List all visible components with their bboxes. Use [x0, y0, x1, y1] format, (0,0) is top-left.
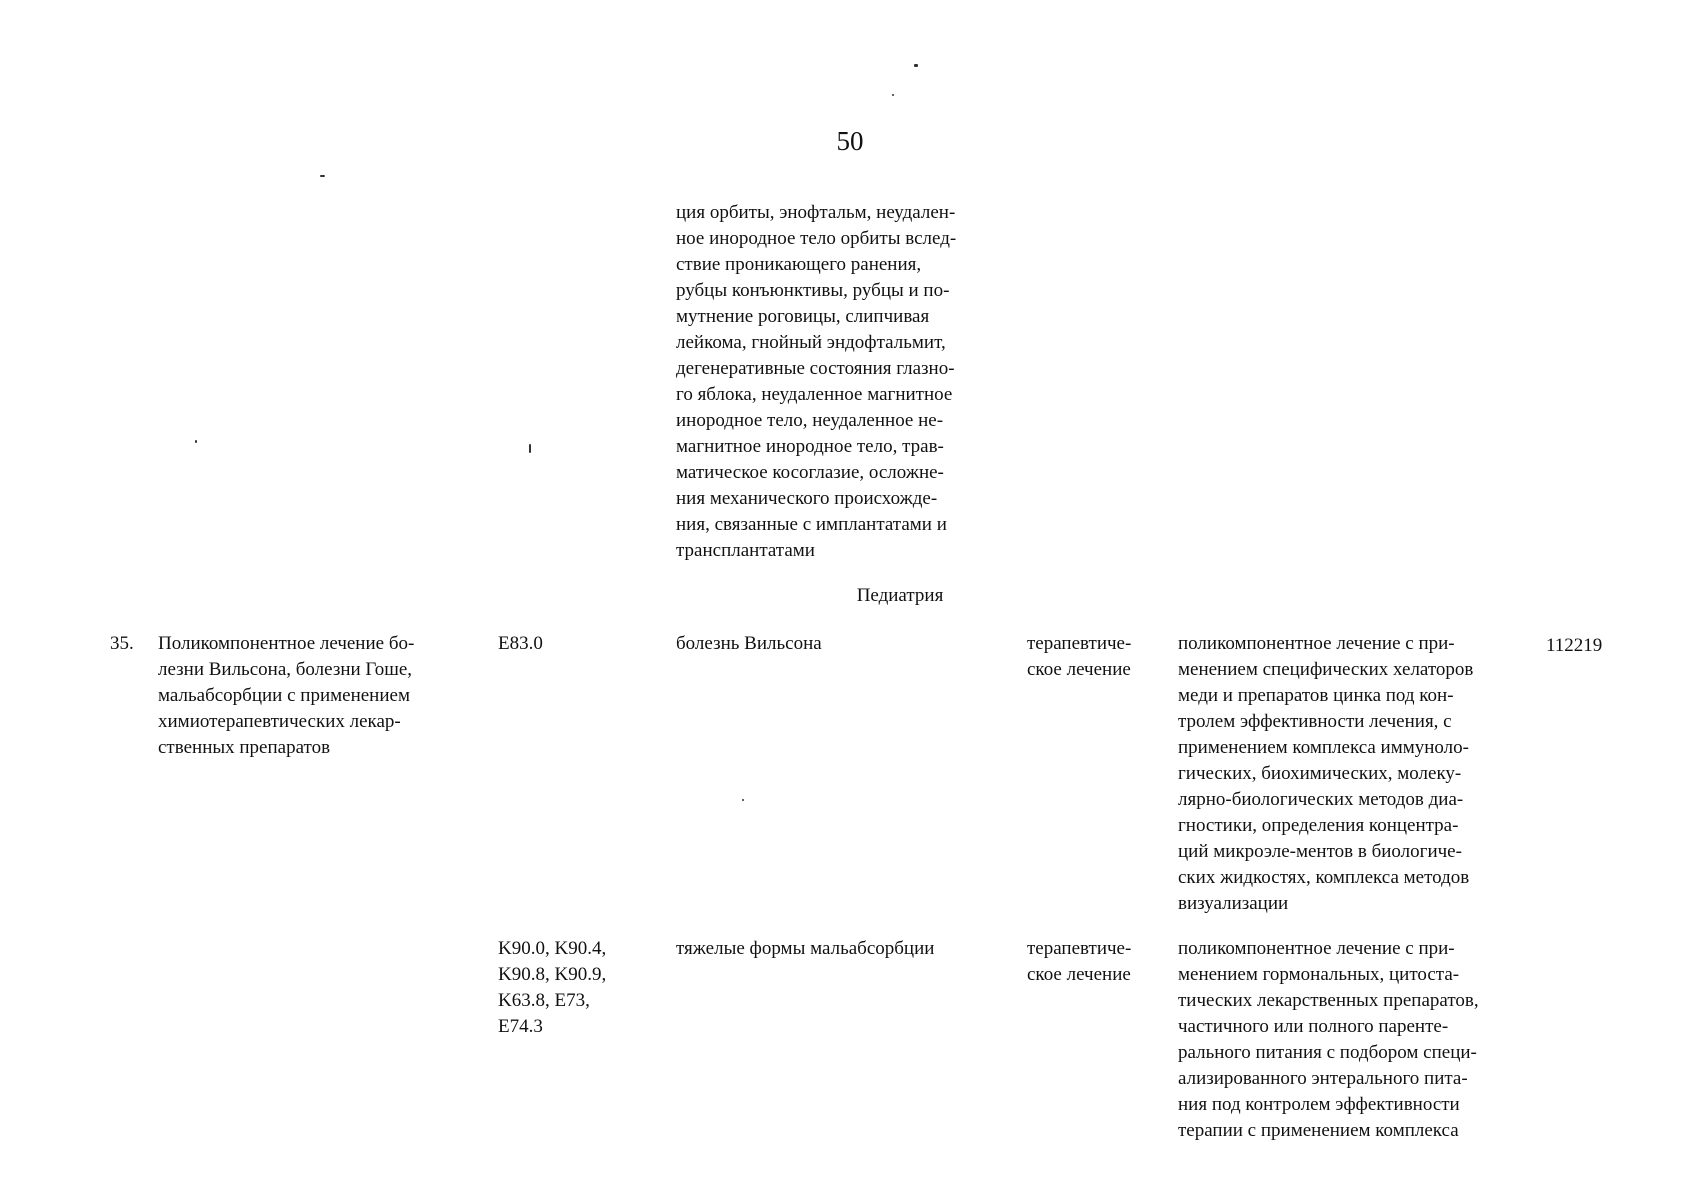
entry-norm-value: 112219 — [1546, 635, 1603, 656]
scan-speck — [195, 440, 197, 443]
scan-speck — [914, 64, 918, 67]
entry-name: Поликомпонентное лечение бо- лезни Вильсона, болезни Гоше, мальабсорбции с применением химиотерапевтических лекар- ственных препаратов — [158, 633, 415, 758]
scan-speck — [742, 799, 744, 801]
section-heading: Педиатрия — [856, 585, 944, 606]
treatment-type: терапевтиче- ское лечение — [1027, 633, 1132, 680]
scan-speck — [892, 94, 894, 96]
page-number: 50 — [836, 126, 864, 156]
scan-speck — [320, 175, 325, 177]
treatment-method: поликомпонентное лечение с при- менением специфических хелаторов меди и препаратов цинка под кон- тролем эффективности лечения, с применением комплекса иммуноло- гических, биохимических, молеку- лярно-биологических методов диа- гностики, определения концентра- ций микроэле-ментов в биологиче- ских жидкостях, комплекса методов визуализации — [1178, 633, 1474, 914]
continued-diagnosis-text: ция орбиты, энофтальм, неудален- ное инородное тело орбиты вслед- ствие проникающего ранения, рубцы конъюнктивы, рубцы и по- мутнение роговицы, слипчивая лейкома, гнойный эндофтальмит, дегенеративные состояния глазно- го яблока, неудаленное магнитное инородное тело, неудаленное не- магнитное инородное тело, трав- матическое косоглазие, осложне- ния механического происхожде- ния, связанные с имплантатами и трансплантатами — [676, 202, 957, 561]
treatment-type: терапевтиче- ское лечение — [1027, 938, 1132, 985]
diagnosis-model: тяжелые формы мальабсорбции — [676, 938, 935, 959]
diagnosis-model: болезнь Вильсона — [676, 633, 822, 654]
diagnosis-codes: E83.0 — [498, 633, 543, 654]
diagnosis-codes: K90.0, K90.4, K90.8, K90.9, K63.8, E73, E74.3 — [498, 938, 607, 1037]
entry-number: 35. — [110, 633, 134, 654]
scan-speck — [529, 444, 531, 453]
treatment-method: поликомпонентное лечение с при- менением гормональных, цитоста- тических лекарственных препаратов, частичного или полного паренте- рального питания с подбором специ- ализированного энтерального пита- ния под контролем эффективности терапии с применением комплекса — [1178, 938, 1479, 1141]
